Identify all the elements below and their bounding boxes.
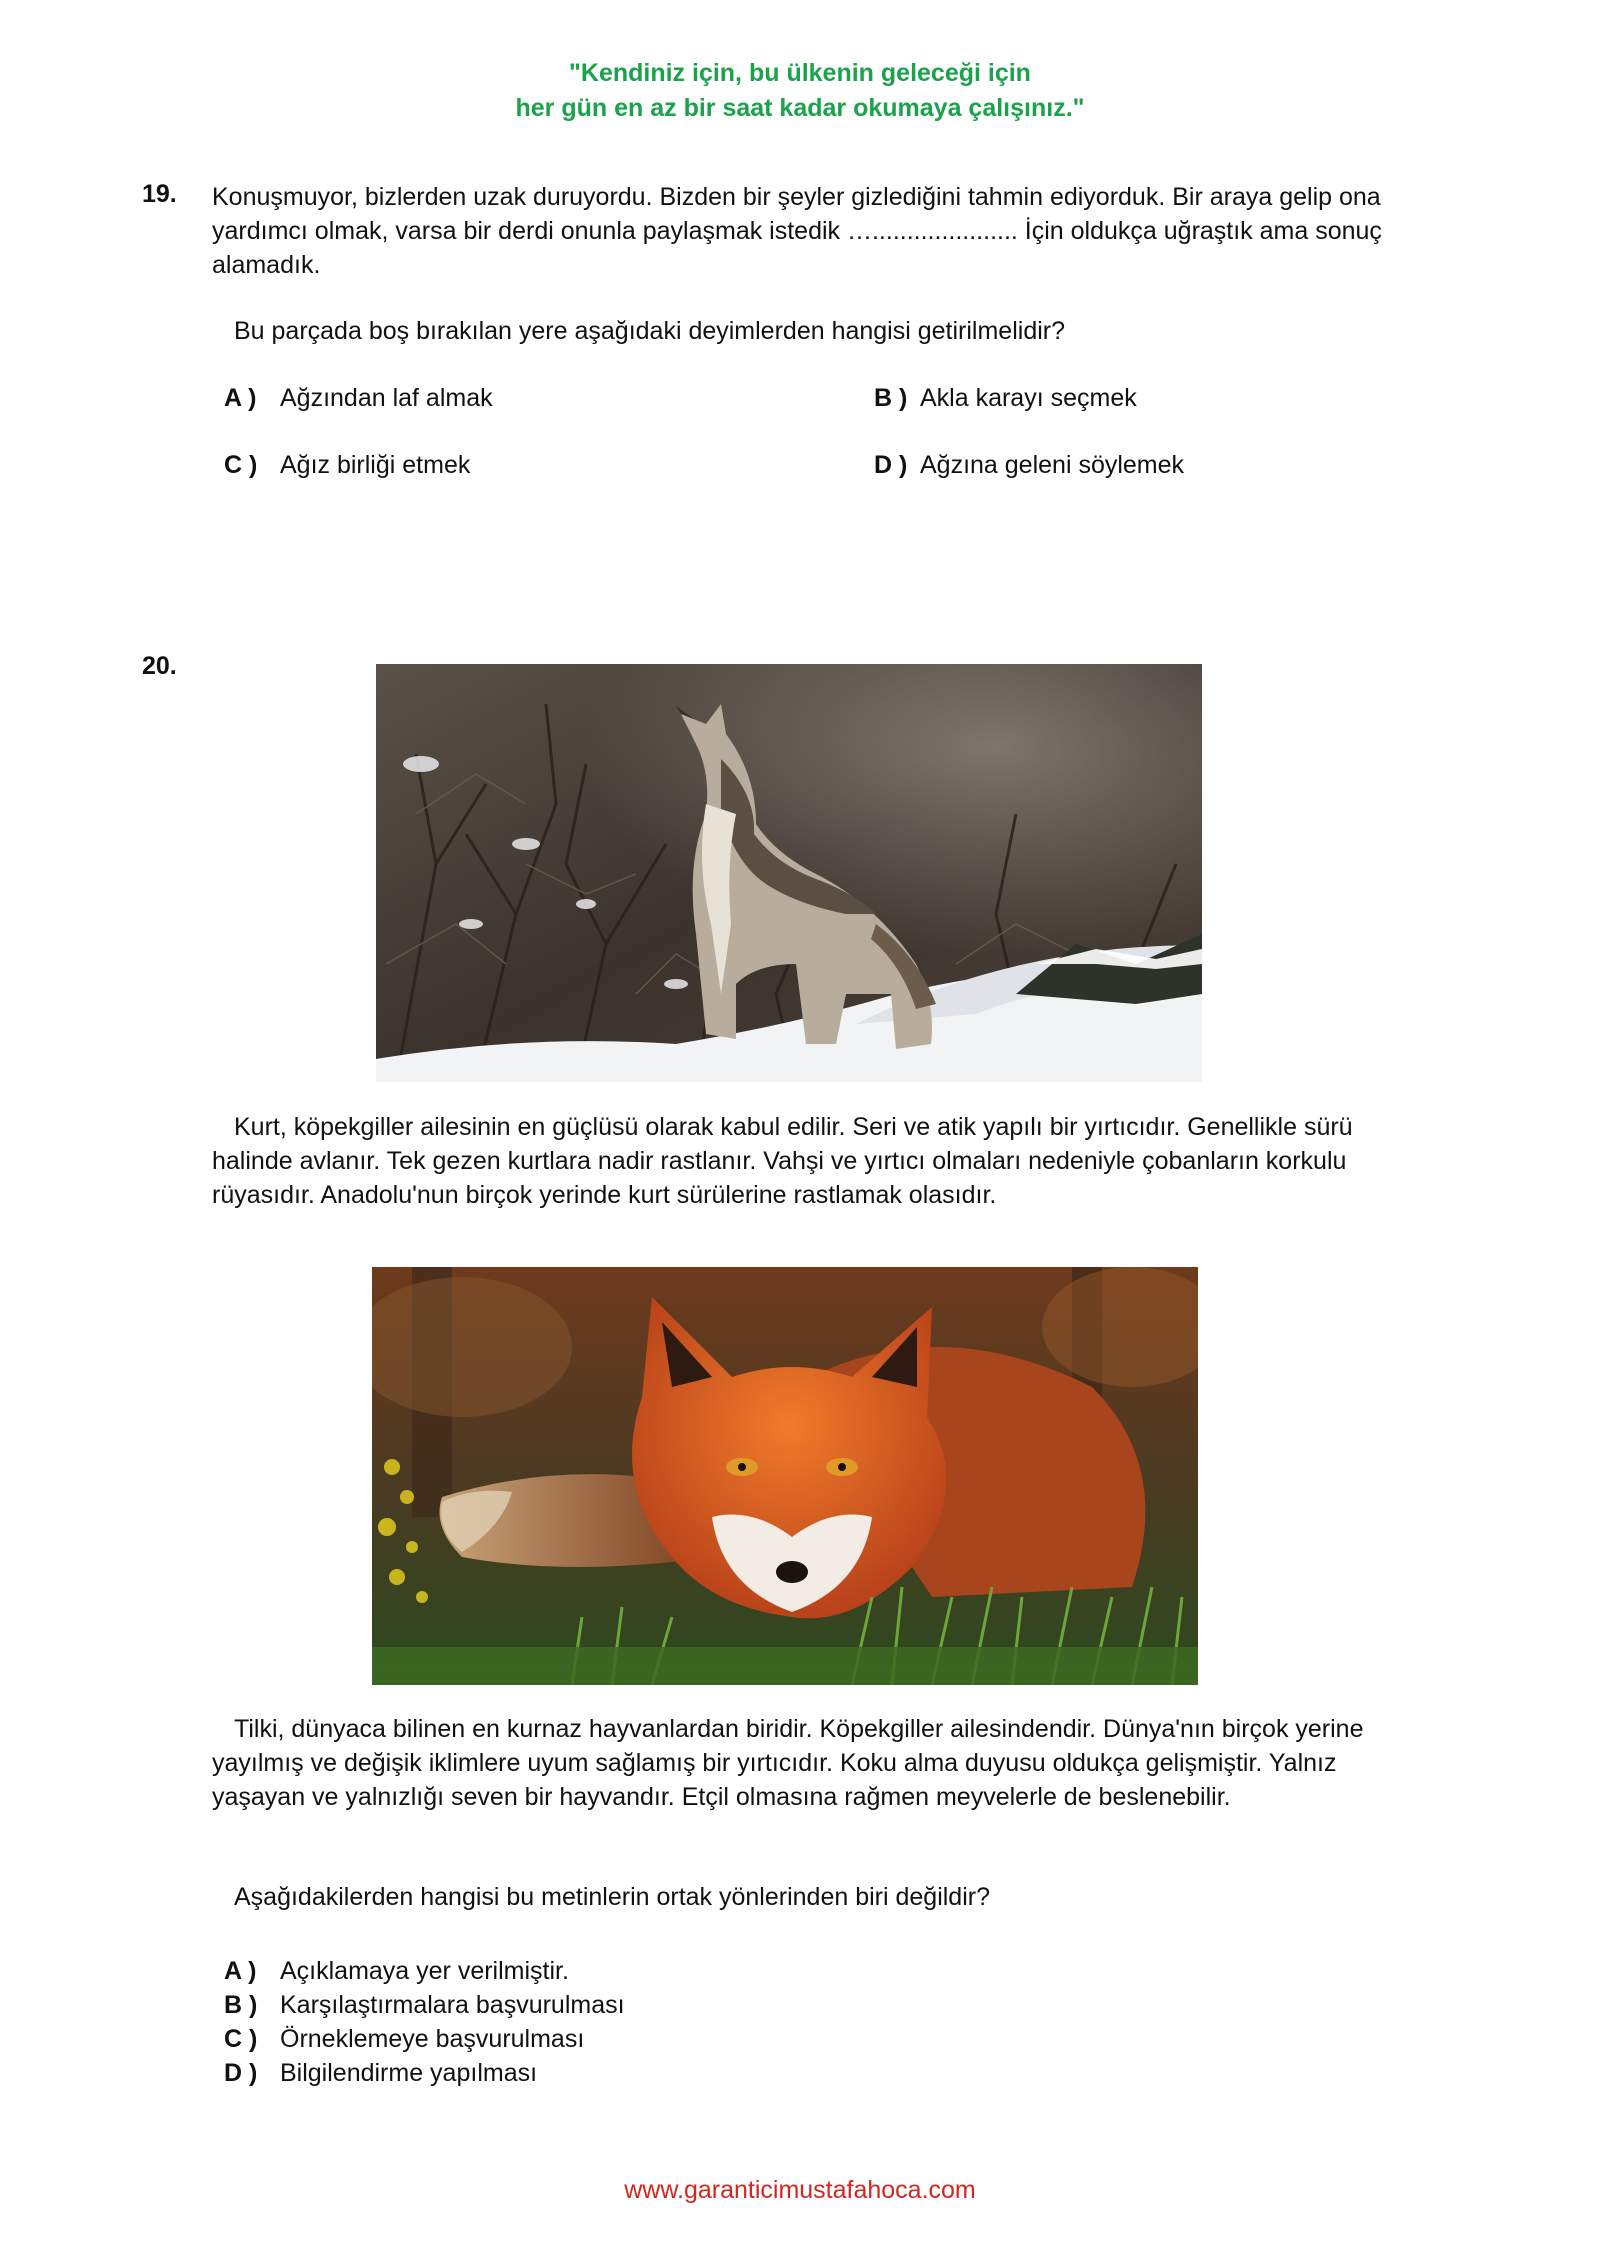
q19-option-c[interactable] xyxy=(224,448,470,482)
wolf-paragraph-text: Kurt, köpekgiller ailesinin en güçlüsü olarak kabul edilir. Seri ve atik yapılı bir yırtıcıdır. Genellikle sürü halinde avlanır. Tek gezen kurtlara nadir rastlanır. Vahşi ve yırtıcı olmaları nedeniyle çobanların korkulu rüyasıdır. Anadolu'nun birçok yerinde kurt sürülerine rastlamak olasıdır. xyxy=(212,1113,1353,1209)
motto-line-2: her gün en az bir saat kadar okumaya çalışınız." xyxy=(515,94,1085,122)
q20-option-b[interactable] xyxy=(224,1988,625,2022)
q20-option-c-text: Örneklemeye başvurulması xyxy=(280,2025,585,2053)
q19-option-a-letter: A ) xyxy=(224,384,257,412)
q20-option-d[interactable] xyxy=(224,2056,537,2090)
question-20-prompt: Aşağıdakilerden hangisi bu metinlerin ortak yönlerinden biri değildir? xyxy=(234,1883,990,1911)
fox-paragraph-text: Tilki, dünyaca bilinen en kurnaz hayvanlardan biridir. Köpekgiller ailesindendir. Dünya'nın birçok yerine yayılmış ve değişik iklimlere uyum sağlamış bir yırtıcıdır. Koku alma duyusu oldukça gelişmiştir. Yalnız yaşayan ve yalnızlığı seven bir hayvandır. Etçil olmasına rağmen meyvelerle de beslenebilir. xyxy=(212,1715,1364,1811)
q19-option-a-text: Ağzından laf almak xyxy=(280,384,493,412)
fox-paragraph xyxy=(212,1712,1412,1814)
q19-option-b[interactable] xyxy=(874,381,1137,415)
q20-option-a[interactable] xyxy=(224,1954,569,1988)
q20-option-c[interactable] xyxy=(224,2022,584,2056)
q19-option-c-text: Ağız birliği etmek xyxy=(280,451,471,479)
wolf-photo xyxy=(376,664,1202,1082)
wolf-paragraph xyxy=(212,1110,1422,1212)
question-20-number: 20. xyxy=(142,652,177,680)
q19-option-b-text: Akla karayı seçmek xyxy=(920,384,1137,412)
q19-option-a[interactable] xyxy=(224,381,493,415)
motto-header xyxy=(0,56,1600,126)
q19-option-d-letter: D ) xyxy=(874,451,908,479)
q20-option-a-letter: A ) xyxy=(224,1957,257,1985)
q19-option-b-letter: B ) xyxy=(874,384,908,412)
q20-option-c-letter: C ) xyxy=(224,2025,258,2053)
q20-option-d-letter: D ) xyxy=(224,2059,258,2087)
question-19-passage: Konuşmuyor, bizlerden uzak duruyordu. Bizden bir şeyler gizlediğini tahmin ediyorduk. Bir araya gelip ona yardımcı olmak, varsa bir derdi onunla paylaşmak istedik …..................... İçin oldukça uğraştık ama sonuç alamadık. xyxy=(212,183,1382,279)
footer-website-link[interactable]: www.garanticimustafahoca.com xyxy=(624,2176,976,2204)
q20-option-a-text: Açıklamaya yer verilmiştir. xyxy=(280,1957,569,1985)
q20-option-b-text: Karşılaştırmalara başvurulması xyxy=(280,1991,625,2019)
fox-photo xyxy=(372,1267,1198,1685)
question-19-number: 19. xyxy=(142,180,177,208)
howling-wolf-illustration xyxy=(376,664,1202,1082)
q20-option-d-text: Bilgilendirme yapılması xyxy=(280,2059,538,2087)
q19-option-d[interactable] xyxy=(874,448,1184,482)
q19-option-c-letter: C ) xyxy=(224,451,258,479)
q19-option-d-text: Ağzına geleni söylemek xyxy=(920,451,1185,479)
motto-line-1: "Kendiniz için, bu ülkenin geleceği için xyxy=(569,59,1031,87)
question-19-prompt: Bu parçada boş bırakılan yere aşağıdaki deyimlerden hangisi getirilmelidir? xyxy=(234,317,1066,345)
q20-option-b-letter: B ) xyxy=(224,1991,258,2019)
red-fox-illustration xyxy=(372,1267,1198,1685)
